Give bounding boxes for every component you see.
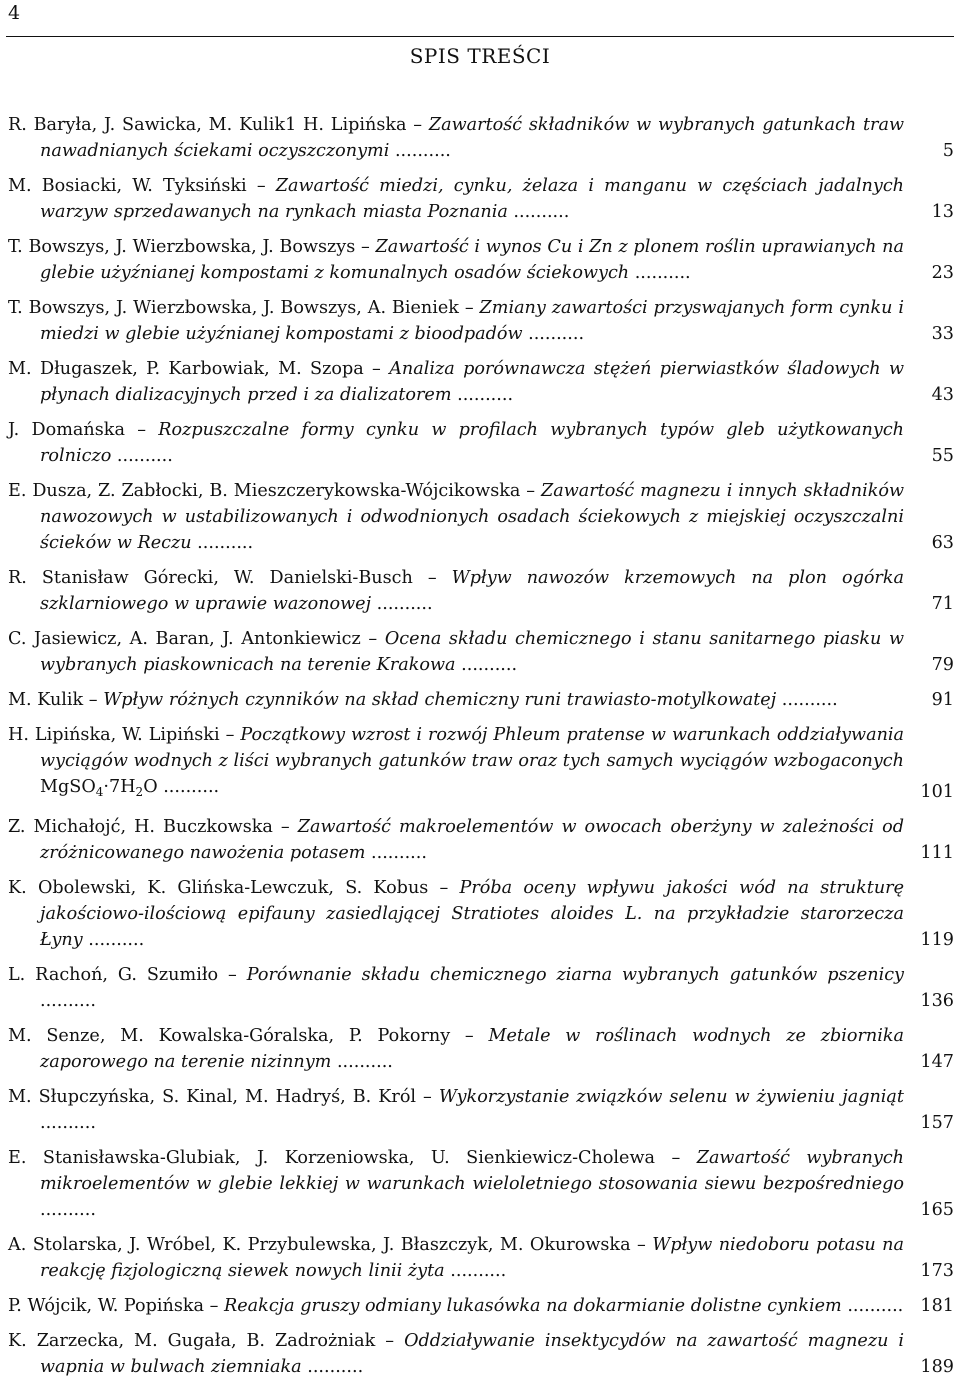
toc-entry[interactable] <box>8 478 954 556</box>
toc-entry[interactable] <box>8 626 954 678</box>
leader-dots: .......... <box>389 141 451 161</box>
toc-entry[interactable] <box>8 1328 954 1380</box>
header-rule <box>6 36 954 37</box>
toc-entry[interactable] <box>8 687 954 713</box>
leader-dots: .......... <box>82 930 145 950</box>
toc-entry-authors: M. Długaszek, P. Karbowiak, M. Szopa – <box>8 359 381 379</box>
leader-dots: .......... <box>331 1052 393 1072</box>
leader-dots: .......... <box>522 324 585 344</box>
toc-entry-title: Zmiany zawartości przyswajanych form cynku i miedzi w glebie użyźnianej kompostami z bioodpadów <box>40 298 904 344</box>
toc-entry-authors: E. Dusza, Z. Zabłocki, B. Mieszczerykowska-Wójcikowska – <box>8 481 536 501</box>
toc-entry[interactable] <box>8 722 954 805</box>
toc-entry-title: Metale w roślinach wodnych ze zbiornika zaporowego na terenie nizinnym <box>40 1026 904 1072</box>
toc-entry-authors: K. Obolewski, K. Glińska-Lewczuk, S. Kobus – <box>8 878 449 898</box>
toc-entry-page: 101 <box>920 782 954 802</box>
toc-entry-formula <box>40 777 158 797</box>
toc-entry-title: Zawartość składników w wybranych gatunkach traw nawadnianych ściekami oczyszczonymi <box>40 115 905 161</box>
toc-entry[interactable] <box>8 1232 954 1284</box>
table-of-contents <box>8 112 954 1389</box>
toc-entry[interactable] <box>8 1145 954 1223</box>
toc-entry-authors: E. Stanisławska-Glubiak, J. Korzeniowska, U. Sienkiewicz-Cholewa – <box>8 1148 681 1168</box>
toc-entry-page: 13 <box>931 202 954 222</box>
leader-dots: .......... <box>451 385 514 405</box>
toc-entry-authors: M. Kulik – <box>8 690 98 710</box>
toc-entry[interactable] <box>8 962 954 1014</box>
toc-entry-page: 136 <box>920 991 954 1011</box>
toc-heading: SPIS TREŚCI <box>409 44 551 68</box>
leader-dots: .......... <box>776 690 838 710</box>
toc-entry[interactable] <box>8 112 954 164</box>
toc-entry[interactable] <box>8 417 954 469</box>
toc-entry-page: 33 <box>931 324 954 344</box>
toc-entry[interactable] <box>8 565 954 617</box>
toc-entry-authors: T. Bowszys, J. Wierzbowska, J. Bowszys, A. Bieniek – <box>8 298 474 318</box>
toc-entry[interactable] <box>8 875 954 953</box>
toc-entry-title: Wpływ różnych czynników na skład chemiczny runi trawiasto-motylkowatej <box>103 690 777 710</box>
toc-entry-authors: H. Lipińska, W. Lipiński – <box>8 725 235 745</box>
page-number: 4 <box>8 2 21 24</box>
toc-entry-authors: T. Bowszys, J. Wierzbowska, J. Bowszys – <box>8 237 370 257</box>
leader-dots: .......... <box>455 655 518 675</box>
toc-entry-title: Zawartość wybranych mikroelementów w glebie lekkiej w warunkach wieloletniego stosowania siewu bezpośredniego <box>40 1148 905 1194</box>
toc-entry[interactable] <box>8 1293 954 1319</box>
toc-entry-authors: Z. Michałojć, H. Buczkowska – <box>8 817 290 837</box>
leader-dots: .......... <box>629 263 691 283</box>
leader-dots: .......... <box>507 202 570 222</box>
toc-entry-title: Początkowy wzrost i rozwój Phleum pratense w warunkach oddziaływania wyciągów wodnych z liści wybranych gatunków traw oraz tych samych wyciągów wzbogaconych <box>40 725 905 771</box>
toc-entry-title: Wykorzystanie związków selenu w żywieniu jagniąt <box>438 1087 904 1107</box>
formula-part: ·7H <box>103 777 136 797</box>
toc-entry-title: Reakcja gruszy odmiany lukasówka na dokarmianie dolistne cynkiem <box>224 1296 842 1316</box>
toc-entry-title: Zawartość miedzi, cynku, żelaza i manganu w częściach jadalnych warzyw sprzedawanych na rynkach miasta Poznania <box>40 176 905 222</box>
toc-entry-authors: P. Wójcik, W. Popińska – <box>8 1296 219 1316</box>
toc-entry-page: 165 <box>920 1200 954 1220</box>
formula-part: O <box>143 777 158 797</box>
toc-entry-page: 5 <box>942 141 954 161</box>
toc-entry[interactable] <box>8 356 954 408</box>
leader-dots: .......... <box>40 1200 96 1220</box>
toc-entry-page: 189 <box>920 1357 954 1377</box>
toc-entry-page: 147 <box>920 1052 954 1072</box>
toc-entry[interactable] <box>8 814 954 866</box>
toc-entry[interactable] <box>8 1084 954 1136</box>
leader-dots: .......... <box>444 1261 507 1281</box>
toc-entry-page: 157 <box>920 1113 954 1133</box>
leader-dots: .......... <box>40 991 96 1011</box>
toc-entry[interactable] <box>8 234 954 286</box>
toc-entry-page: 91 <box>931 690 954 710</box>
toc-entry-title: Rozpuszczalne formy cynku w profilach wybranych typów gleb użytkowanych rolniczo <box>40 420 904 466</box>
toc-entry-authors: J. Domańska – <box>8 420 146 440</box>
toc-entry-page: 119 <box>920 930 954 950</box>
toc-entry-title: Oddziaływanie insektycydów na zawartość magnezu i wapnia w bulwach ziemniaka <box>40 1331 905 1377</box>
leader-dots: .......... <box>365 843 427 863</box>
toc-entry-authors: C. Jasiewicz, A. Baran, J. Antonkiewicz – <box>8 629 378 649</box>
toc-entry-authors: M. Senze, M. Kowalska-Góralska, P. Pokorny – <box>8 1026 474 1046</box>
toc-entry-page: 63 <box>931 533 954 553</box>
leader-dots: .......... <box>191 533 254 553</box>
toc-entry-authors: R. Baryła, J. Sawicka, M. Kulik1 H. Lipińska – <box>8 115 423 135</box>
leader-dots: .......... <box>371 594 433 614</box>
toc-entry-authors: M. Bosiacki, W. Tyksiński – <box>8 176 266 196</box>
toc-entry-title: Analiza porównawcza stężeń pierwiastków śladowych w płynach dializacyjnych przed i za dializatorem <box>40 359 905 405</box>
leader-dots: .......... <box>157 777 220 797</box>
toc-entry-authors: L. Rachoń, G. Szumiło – <box>8 965 237 985</box>
toc-entry-page: 43 <box>931 385 954 405</box>
leader-dots: .......... <box>111 446 173 466</box>
toc-entry[interactable] <box>8 1023 954 1075</box>
leader-dots: .......... <box>40 1113 96 1133</box>
formula-part: 2 <box>135 785 144 799</box>
toc-entry-title: Zawartość i wynos Cu i Zn z plonem roślin uprawianych na glebie użyźnianej kompostami z komunalnych osadów ściekowych <box>40 237 905 283</box>
toc-entry-title: Zawartość magnezu i innych składników nawozowych w ustabilizowanych i odwodnionych osadach ściekowych z miejskiej oczyszczalni ścieków w Reczu <box>40 481 905 553</box>
toc-entry-page: 79 <box>931 655 954 675</box>
leader-dots: .......... <box>301 1357 364 1377</box>
toc-entry-title: Wpływ nawozów krzemowych na plon ogórka szklarniowego w uprawie wazonowej <box>40 568 904 614</box>
leader-dots: .......... <box>841 1296 904 1316</box>
toc-entry-authors: A. Stolarska, J. Wróbel, K. Przybulewska, J. Błaszczyk, M. Okurowska – <box>8 1235 646 1255</box>
toc-entry-page: 173 <box>920 1261 954 1281</box>
toc-entry-page: 23 <box>931 263 954 283</box>
toc-entry-authors: K. Zarzecka, M. Gugała, B. Zadrożniak – <box>8 1331 395 1351</box>
toc-entry-authors: M. Słupczyńska, S. Kinal, M. Hadryś, B. Król – <box>8 1087 432 1107</box>
toc-entry[interactable] <box>8 295 954 347</box>
toc-entry-page: 71 <box>931 594 954 614</box>
toc-entry-title: Zawartość makroelementów w owocach oberżyny w zależności od zróżnicowanego nawożenia potasem <box>40 817 905 863</box>
toc-entry-title: Ocena składu chemicznego i stanu sanitarnego piasku w wybranych piaskownicach na terenie Krakowa <box>40 629 905 675</box>
toc-entry[interactable] <box>8 173 954 225</box>
toc-entry-title: Wpływ niedoboru potasu na reakcję fizjologiczną siewek nowych linii żyta <box>40 1235 904 1281</box>
toc-entry-page: 55 <box>931 446 954 466</box>
toc-entry-title: Próba oceny wpływu jakości wód na strukturę jakościowo-ilościową epifauny zasiedlającej Stratiotes aloides L. na przykładzie starorzecza Łyny <box>40 878 905 950</box>
toc-entry-authors: R. Stanisław Górecki, W. Danielski-Busch – <box>8 568 437 588</box>
toc-entry-page: 111 <box>920 843 954 863</box>
toc-entry-title: Porównanie składu chemicznego ziarna wybranych gatunków pszenicy <box>246 965 904 985</box>
formula-part: 4 <box>95 785 104 799</box>
toc-entry-page: 181 <box>920 1296 954 1316</box>
formula-part: MgSO <box>40 777 96 797</box>
